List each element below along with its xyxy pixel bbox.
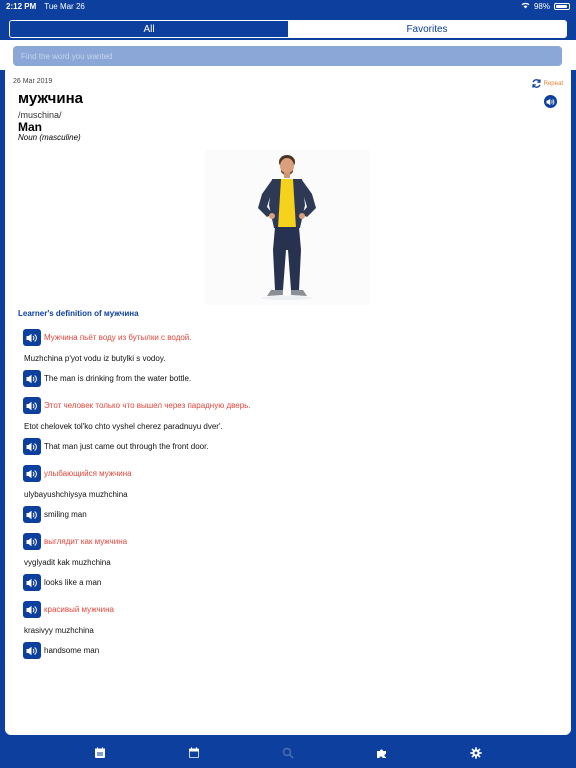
segment-favorites[interactable]: Favorites bbox=[288, 21, 566, 37]
speaker-icon bbox=[26, 537, 38, 547]
speaker-icon bbox=[26, 401, 38, 411]
entry-date: 26 Mar 2019 bbox=[13, 78, 53, 85]
segmented-control bbox=[9, 20, 567, 38]
segment-all[interactable]: All bbox=[10, 21, 288, 37]
repeat-label: Repeat bbox=[543, 80, 563, 87]
example-russian: красивый мужчина bbox=[44, 605, 115, 614]
part-of-speech: Noun (masculine) bbox=[18, 133, 81, 142]
example-ru-row bbox=[23, 532, 553, 551]
example-ru-row bbox=[23, 396, 553, 415]
play-audio-button[interactable] bbox=[23, 574, 41, 591]
status-bar bbox=[0, 0, 576, 13]
play-audio-button[interactable] bbox=[23, 601, 41, 618]
wifi-icon bbox=[521, 2, 530, 11]
play-audio-button[interactable] bbox=[23, 329, 41, 346]
speaker-icon bbox=[26, 578, 38, 588]
speaker-icon bbox=[26, 605, 38, 615]
calendar-icon bbox=[188, 747, 200, 759]
battery-percent: 98% bbox=[533, 2, 550, 11]
status-right bbox=[521, 2, 570, 11]
play-audio-button[interactable] bbox=[23, 533, 41, 550]
tab-calendar[interactable] bbox=[187, 746, 201, 760]
search-box bbox=[13, 46, 562, 66]
example-transliteration: Etot chelovek tol'ko chto vyshel cherez paradnuyu dver'. bbox=[24, 421, 223, 431]
play-audio-button[interactable] bbox=[23, 370, 41, 387]
repeat-icon bbox=[531, 78, 542, 89]
example-en-row bbox=[23, 437, 553, 456]
search-input[interactable] bbox=[21, 52, 562, 61]
example-en-row bbox=[23, 641, 553, 660]
speaker-icon bbox=[26, 333, 38, 343]
example-transliteration: krasivyy muzhchina bbox=[24, 625, 94, 635]
tab-settings[interactable] bbox=[469, 746, 483, 760]
speaker-icon bbox=[26, 510, 38, 520]
example-en-row bbox=[23, 573, 553, 592]
example-english: The man is drinking from the water bottle. bbox=[44, 374, 192, 383]
battery-icon bbox=[554, 3, 570, 10]
example-russian: Этот человек только что вышел через парадную дверь. bbox=[44, 401, 251, 410]
repeat-button[interactable] bbox=[531, 78, 563, 89]
play-audio-button[interactable] bbox=[23, 397, 41, 414]
example-translit-row bbox=[23, 347, 553, 369]
play-audio-button[interactable] bbox=[23, 506, 41, 523]
speaker-icon bbox=[26, 646, 38, 656]
status-date: Tue Mar 26 bbox=[44, 2, 85, 11]
status-time: 2:12 PM bbox=[6, 2, 37, 11]
example-english: smiling man bbox=[44, 510, 87, 519]
headword: мужчина bbox=[18, 90, 84, 107]
speaker-icon bbox=[26, 442, 38, 452]
example-transliteration: ulybayushchiysya muzhchina bbox=[24, 489, 128, 499]
gear-icon bbox=[470, 747, 482, 759]
example-ru-row bbox=[23, 600, 553, 619]
example-ru-row bbox=[23, 328, 553, 347]
speaker-icon bbox=[26, 469, 38, 479]
tab-search[interactable] bbox=[281, 746, 295, 760]
tab-games[interactable] bbox=[375, 746, 389, 760]
play-audio-button[interactable] bbox=[23, 465, 41, 482]
calendar-list-icon bbox=[94, 747, 106, 759]
search-bar-area bbox=[0, 40, 576, 70]
example-transliteration: vyglyadit kak muzhchina bbox=[24, 557, 111, 567]
puzzle-icon bbox=[376, 747, 388, 759]
meaning: Man bbox=[18, 120, 42, 134]
example-russian: выглядит как мужчина bbox=[44, 537, 128, 546]
play-word-audio-button[interactable] bbox=[544, 95, 557, 108]
man-illustration bbox=[205, 150, 370, 305]
example-translit-row bbox=[23, 415, 553, 437]
example-en-row bbox=[23, 505, 553, 524]
example-transliteration: Muzhchina p'yot vodu iz butylki s vodoy. bbox=[24, 353, 166, 363]
definition-title: Learner's definition of мужчина bbox=[18, 309, 139, 318]
example-english: That man just came out through the front door. bbox=[44, 442, 209, 451]
play-audio-button[interactable] bbox=[23, 642, 41, 659]
example-translit-row bbox=[23, 551, 553, 573]
example-translit-row bbox=[23, 483, 553, 505]
example-english: looks like a man bbox=[44, 578, 102, 587]
tab-bar bbox=[0, 738, 576, 768]
search-icon bbox=[282, 747, 294, 759]
example-en-row bbox=[23, 369, 553, 388]
speaker-icon bbox=[546, 98, 555, 106]
play-audio-button[interactable] bbox=[23, 438, 41, 455]
example-translit-row bbox=[23, 619, 553, 641]
word-card bbox=[5, 70, 571, 735]
transliteration: /muschina/ bbox=[18, 110, 62, 120]
tab-word-list[interactable] bbox=[93, 746, 107, 760]
examples-list bbox=[23, 328, 553, 660]
example-russian: улыбающийся мужчина bbox=[44, 469, 132, 478]
example-english: handsome man bbox=[44, 646, 100, 655]
example-ru-row bbox=[23, 464, 553, 483]
example-russian: Мужчина пьёт воду из бутылки с водой. bbox=[44, 333, 192, 342]
speaker-icon bbox=[26, 374, 38, 384]
